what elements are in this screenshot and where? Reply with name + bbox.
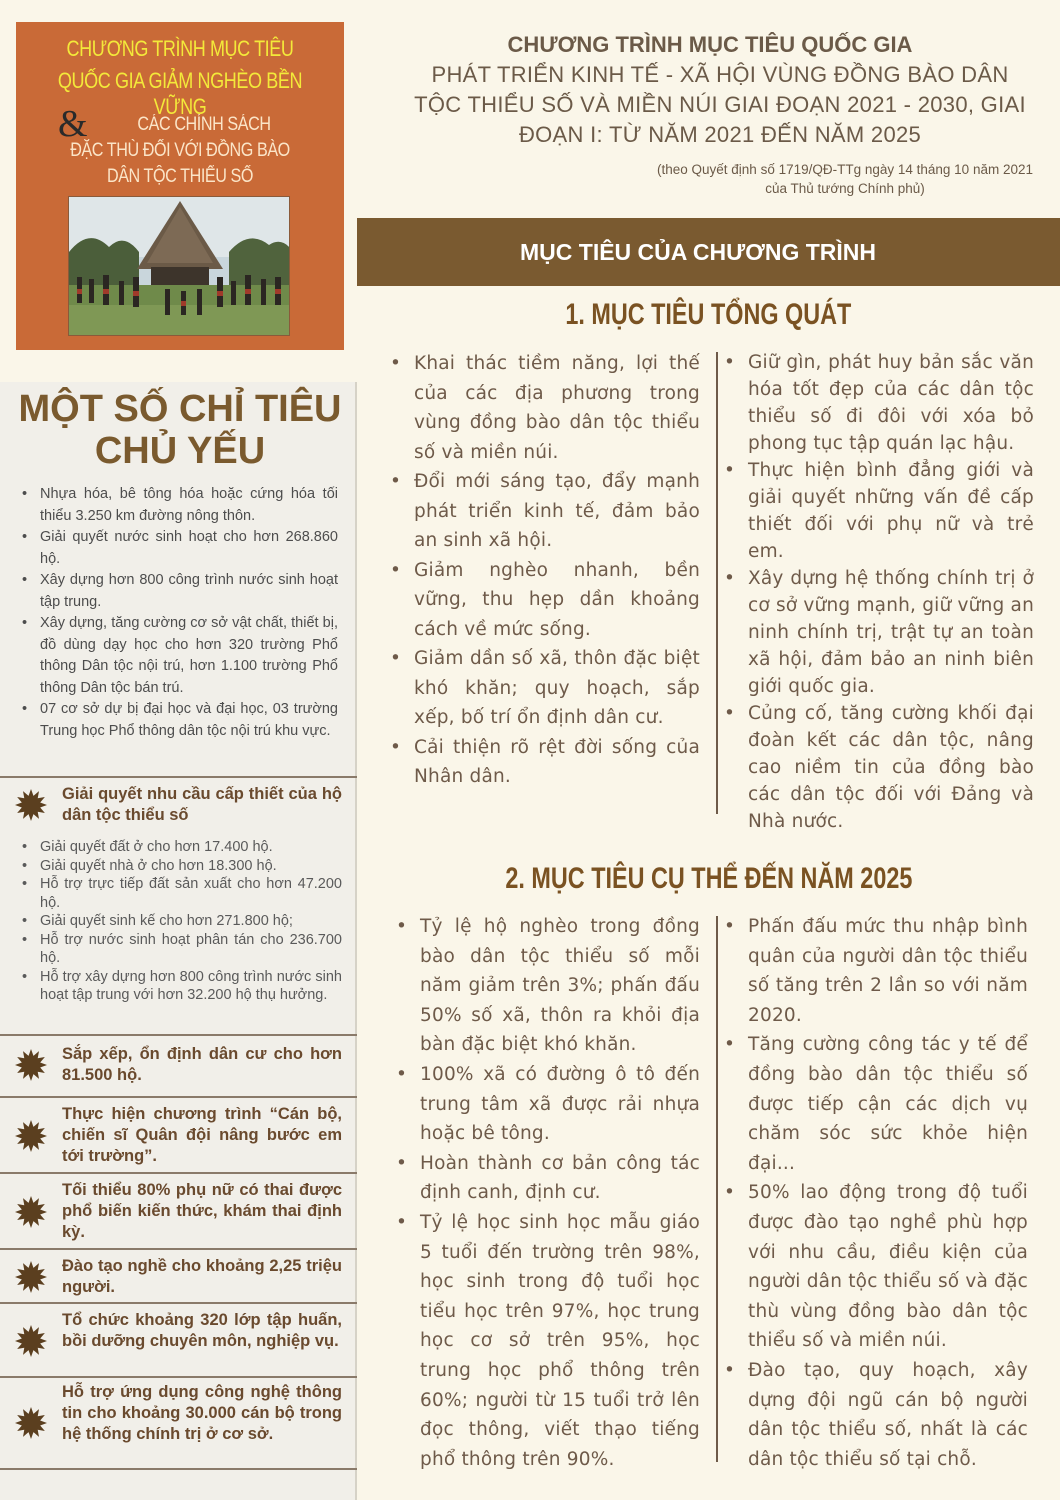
list-item: • Hỗ trợ xây dựng hơn 800 công trình nước sinh hoạt tập trung với hơn 32.200 hộ thụ hưởng. bbox=[20, 968, 342, 1005]
list-item: • Hỗ trợ trực tiếp đất sản xuất cho hơn 47.200 hộ. bbox=[20, 875, 342, 912]
list-item: • Giảm dần số xã, thôn đặc biệt khó khăn; quy hoạch, sắp xếp, bố trí ổn định dân cư. bbox=[386, 644, 700, 733]
specific-objectives-heading bbox=[357, 862, 1060, 896]
list-item: • Giải quyết sinh kế cho hơn 271.800 hộ; bbox=[20, 912, 342, 931]
list-item: • Tăng cường công tác y tế để đồng bào dân tộc thiểu số được tiếp cận các dịch vụ chăm sóc sức khỏe hiện đại... bbox=[720, 1030, 1028, 1178]
section-training-classes bbox=[0, 1302, 357, 1376]
list-item: • Cải thiện rõ rệt đời sống của Nhân dân. bbox=[386, 733, 700, 792]
list-item: • Củng cố, tăng cường khối đại đoàn kết các dân tộc, nâng cao niềm tin của đồng bào các dân tộc đối với Đảng và Nhà nước. bbox=[720, 700, 1034, 835]
cover-line-1: CHƯƠNG TRÌNH MỤC TIÊU bbox=[66, 36, 294, 61]
section-text: Hỗ trợ ứng dụng công nghệ thông tin cho khoảng 30.000 cán bộ trong hệ thống chính trị ở cơ sở. bbox=[62, 1383, 342, 1443]
heading-text: 1. MỤC TIÊU TỔNG QUÁT bbox=[565, 298, 852, 331]
general-objectives-left bbox=[386, 349, 700, 792]
list-item: • Tỷ lệ học sinh học mẫu giáo 5 tuổi đến trường trên 98%, học sinh trong độ tuổi học tiểu học trên 97%, học trung học cơ sở trên 95%, học trung học phổ thông trên 60%; người từ 15 tuổi trở lên đọc thông, viết thạo tiếng phổ thông trên 90%. bbox=[392, 1208, 700, 1474]
list-item: • Hỗ trợ nước sinh hoạt phân tán cho 236.700 hộ. bbox=[20, 931, 342, 968]
section-text: Đào tạo nghề cho khoảng 2,25 triệu người. bbox=[62, 1257, 342, 1296]
list-item: • Giữ gìn, phát huy bản sắc văn hóa tốt đẹp của các dân tộc thiểu số đi đôi với xóa bỏ phong tục tập quán lạc hậu. bbox=[720, 349, 1034, 457]
starburst-icon bbox=[14, 1324, 48, 1358]
column-divider bbox=[716, 352, 718, 814]
cover-ampersand: & bbox=[58, 103, 88, 145]
list-item: • Thực hiện bình đẳng giới và giải quyết những vấn đề cấp thiết đối với phụ nữ và trẻ em. bbox=[720, 457, 1034, 565]
starburst-icon bbox=[14, 1406, 48, 1440]
list-item: • Giải quyết nước sinh hoạt cho hơn 268.860 hộ. bbox=[20, 527, 338, 570]
general-objectives-heading bbox=[357, 298, 1060, 332]
cover-line-2: QUỐC GIA GIẢM NGHÈO BỀN VỮNG bbox=[57, 68, 303, 119]
starburst-icon bbox=[14, 788, 48, 822]
objectives-banner bbox=[357, 218, 1060, 286]
general-objectives-right bbox=[720, 349, 1034, 835]
column-divider bbox=[716, 916, 718, 1462]
cover-line-5: DÂN TỘC THIỂU SỐ bbox=[106, 166, 254, 187]
list-item: • Xây dựng hơn 800 công trình nước sinh hoạt tập trung. bbox=[20, 570, 338, 613]
page-title: CHƯƠNG TRÌNH MỤC TIÊU QUỐC GIA bbox=[507, 32, 913, 57]
section-resettlement bbox=[0, 1034, 357, 1096]
section-text: Tổ chức khoảng 320 lớp tập huấn, bồi dưỡng chuyên môn, nghiệp vụ. bbox=[62, 1311, 342, 1350]
section-urgent-needs bbox=[0, 776, 357, 830]
left-title: MỘT SỐ CHỈ TIÊU CHỦ YẾU bbox=[18, 388, 342, 472]
list-item: • Giải quyết đất ở cho hơn 17.400 hộ. bbox=[20, 838, 342, 857]
section-text: Thực hiện chương trình “Cán bộ, chiến sĩ Quân đội nâng bước em tới trường”. bbox=[62, 1105, 342, 1165]
list-item: • Giải quyết nhà ở cho hơn 18.300 hộ. bbox=[20, 857, 342, 876]
indicator-list bbox=[20, 484, 338, 742]
section-pregnancy-care bbox=[0, 1172, 357, 1248]
starburst-icon bbox=[14, 1048, 48, 1082]
starburst-icon bbox=[14, 1119, 48, 1153]
list-item: • Hoàn thành cơ bản công tác định canh, định cư. bbox=[392, 1149, 700, 1208]
section-vocational-training bbox=[0, 1248, 357, 1302]
cover-line-4: ĐẶC THÙ ĐỐI VỚI ĐỒNG BÀO bbox=[70, 140, 290, 161]
list-item: • 100% xã có đường ô tô đến trung tâm xã được rải nhựa hoặc bê tông. bbox=[392, 1060, 700, 1149]
list-item: • Tỷ lệ hộ nghèo trong đồng bào dân tộc thiểu số mỗi năm giảm trên 3%; phấn đấu 50% số xã, thôn ra khỏi địa bàn đặc biệt khó khăn. bbox=[392, 912, 700, 1060]
cover-area bbox=[0, 0, 357, 382]
section-text: Sắp xếp, ổn định dân cư cho hơn 81.500 hộ. bbox=[62, 1045, 342, 1084]
specific-objectives-left bbox=[392, 912, 700, 1474]
list-item: • Đổi mới sáng tạo, đẩy mạnh phát triển kinh tế, đảm bảo an sinh xã hội. bbox=[386, 467, 700, 556]
section-it-support bbox=[0, 1376, 357, 1470]
heading-text: 2. MỤC TIÊU CỤ THỂ ĐẾN NĂM 2025 bbox=[505, 862, 912, 895]
starburst-icon bbox=[14, 1195, 48, 1229]
left-sidebar bbox=[0, 0, 357, 1500]
starburst-icon bbox=[14, 1260, 48, 1294]
cover-image bbox=[16, 22, 344, 350]
list-item: • Xây dựng, tăng cường cơ sở vật chất, thiết bị, đồ dùng dạy học cho hơn 320 trường Phổ thông Dân tộc nội trú, hơn 1.100 trường Phổ thông Dân tộc bán trú. bbox=[20, 613, 338, 699]
list-item: • Giảm nghèo nhanh, bền vững, thu hẹp dần khoảng cách về mức sống. bbox=[386, 556, 700, 645]
list-item: • Đào tạo, quy hoạch, xây dựng đội ngũ cán bộ người dân tộc thiểu số, nhất là các dân tộc thiểu số tại chỗ. bbox=[720, 1356, 1028, 1474]
cover-line-3: CÁC CHÍNH SÁCH bbox=[137, 114, 271, 135]
page-header bbox=[357, 0, 1060, 216]
page-subtitle: PHÁT TRIỂN KINH TẾ - XÃ HỘI VÙNG ĐỒNG BÀO DÂN TỘC THIỂU SỐ VÀ MIỀN NÚI GIAI ĐOẠN 2021 - 2030, GIAI ĐOẠN I: TỪ NĂM 2021 ĐẾN NĂM 2025 bbox=[414, 62, 1026, 147]
list-item: • Phấn đấu mức thu nhập bình quân của người dân tộc thiểu số tăng trên 2 lần so với năm 2020. bbox=[720, 912, 1028, 1030]
specific-objectives-right bbox=[720, 912, 1028, 1474]
banner-label: MỤC TIÊU CỦA CHƯƠNG TRÌNH bbox=[520, 239, 876, 265]
section-text: Giải quyết nhu cầu cấp thiết của hộ dân tộc thiểu số bbox=[62, 785, 342, 824]
list-item: • Xây dựng hệ thống chính trị ở cơ sở vững mạnh, giữ vững an ninh chính trị, trật tự an toàn xã hội, đảm bảo an ninh biên giới quốc gia. bbox=[720, 565, 1034, 700]
list-item: • Khai thác tiềm năng, lợi thế của các địa phương trong vùng đồng bào dân tộc thiểu số và miền núi. bbox=[386, 349, 700, 467]
decision-note: (theo Quyết định số 1719/QĐ-TTg ngày 14 tháng 10 năm 2021 của Thủ tướng Chính phủ) bbox=[657, 162, 1033, 196]
cover-photo bbox=[68, 196, 290, 336]
section-military-program bbox=[0, 1096, 357, 1172]
village-photo-illustration bbox=[69, 197, 290, 336]
list-item: • 07 cơ sở dự bị đại học và đại học, 03 trường Trung học Phổ thông dân tộc nội trú khu vực. bbox=[20, 699, 338, 742]
list-item: • Nhựa hóa, bê tông hóa hoặc cứng hóa tối thiểu 3.250 km đường nông thôn. bbox=[20, 484, 338, 527]
list-item: • 50% lao động trong độ tuổi được đào tạo nghề phù hợp với nhu cầu, điều kiện của người dân tộc thiểu số và đặc thù vùng đồng bào dân tộc thiểu số và miền núi. bbox=[720, 1178, 1028, 1356]
sub-item-list bbox=[20, 838, 342, 1005]
section-text: Tối thiểu 80% phụ nữ có thai được phổ biến kiến thức, khám thai định kỳ. bbox=[62, 1181, 342, 1241]
